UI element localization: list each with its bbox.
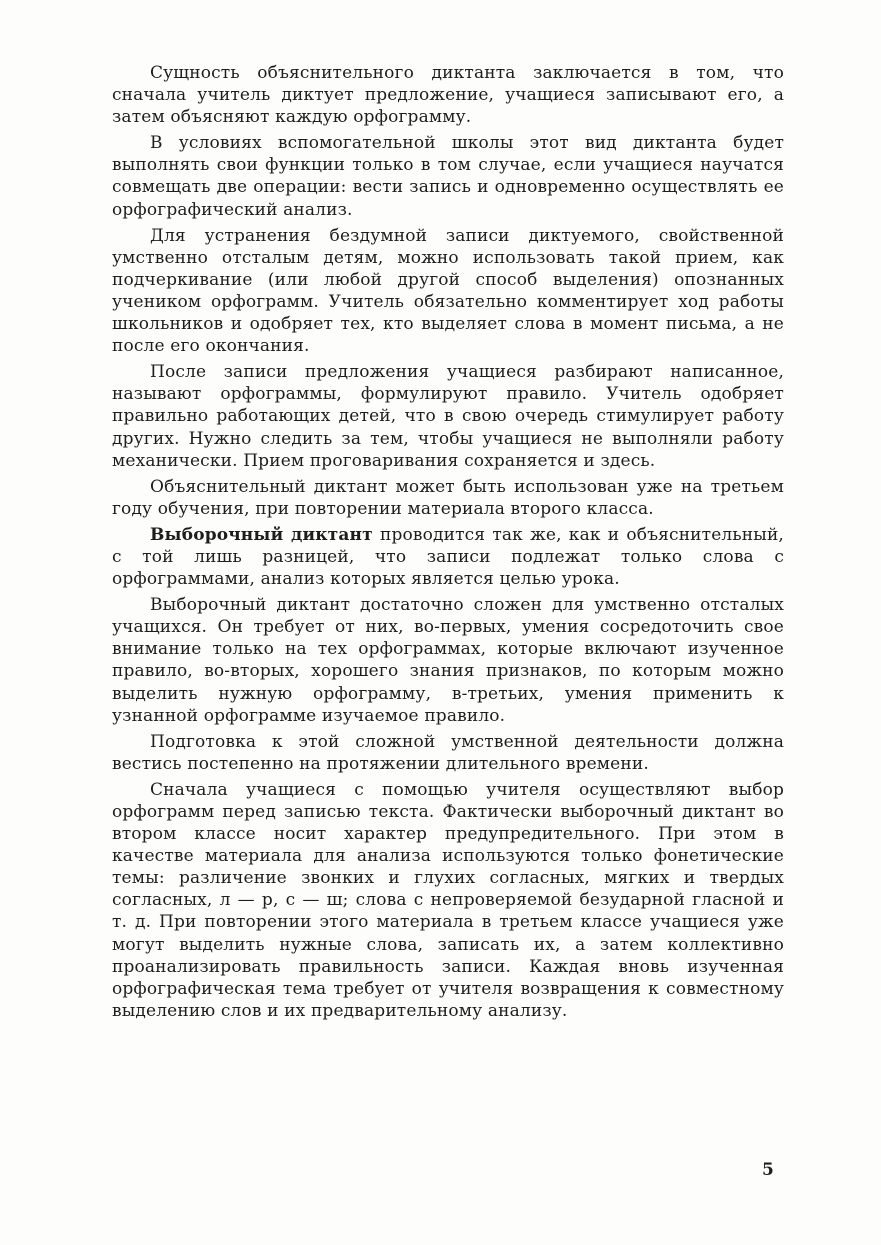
- paragraph-3: Для устранения бездумной записи диктуемого, свойственной умственно отсталым детям, можно использовать такой прием, как подчеркивание (или любой другой способ выделения) опознанных учеником орфограмм. Учитель обязательно комментирует ход работы школьников и одобряет тех, кто выделяет слова в момент письма, а не после его окончания.: [112, 225, 784, 357]
- term-selective-dictation: Выборочный диктант: [150, 524, 373, 545]
- body-text: [112, 62, 784, 1026]
- paragraph-8: Подготовка к этой сложной умственной деятельности должна вестись постепенно на протяжении длительного времени.: [112, 731, 784, 774]
- paragraph-1: Сущность объяснительного диктанта заключается в том, что сначала учитель диктует предложение, учащиеся записывают его, а затем объясняют каждую орфограмму.: [112, 63, 784, 128]
- paragraph-9: Сначала учащиеся с помощью учителя осуществляют выбор орфограмм перед записью текста. Фактически выборочный диктант во втором классе носит характер предупредительного. При этом в качестве материала для анализа используются только фонетические темы: различение звонких и глухих согласных, мягких и твердых согласных, л — р, с — ш; слова с непроверяемой безударной гласной и т. д. При повторении этого материала в третьем классе учащиеся уже могут выделить нужные слова, записать их, а затем коллективно проанализировать правильность записи. Каждая вновь изученная орфографическая тема требует от учителя возвращения к совместному выделению слов и их предварительному анализу.: [112, 779, 784, 1021]
- paragraph-7: Выборочный диктант достаточно сложен для умственно отсталых учащихся. Он требует от них, во-первых, умения сосредоточить свое внимание только на тех орфограммах, которые включают изученное правило, во-вторых, хорошего знания признаков, по которым можно выделить нужную орфограмму, в-третьих, умения применить к узнанной орфограмме изучаемое правило.: [112, 595, 784, 726]
- paragraph-2: В условиях вспомогательной школы этот вид диктанта будет выполнять свои функции только в том случае, если учащиеся научатся совмещать две операции: вести запись и одновременно осуществлять ее орфографический анализ.: [112, 133, 784, 220]
- paragraph-6-text: проводится так же, как и объяснительный, с той лишь разницей, что записи подлежат только слова с орфограммами, анализ которых является целью урока.: [112, 524, 784, 590]
- paragraph-6: [112, 524, 784, 590]
- page-number: 5: [762, 1160, 774, 1180]
- paragraph-4: После записи предложения учащиеся разбирают написанное, называют орфограммы, формулируют правило. Учитель одобряет правильно работающих детей, что в свою очередь стимулирует работу других. Нужно следить за тем, чтобы учащиеся не выполняли работу механически. Прием проговаривания сохраняется и здесь.: [112, 362, 784, 471]
- paragraph-5: Объяснительный диктант может быть использован уже на третьем году обучения, при повторении материала второго класса.: [112, 476, 784, 519]
